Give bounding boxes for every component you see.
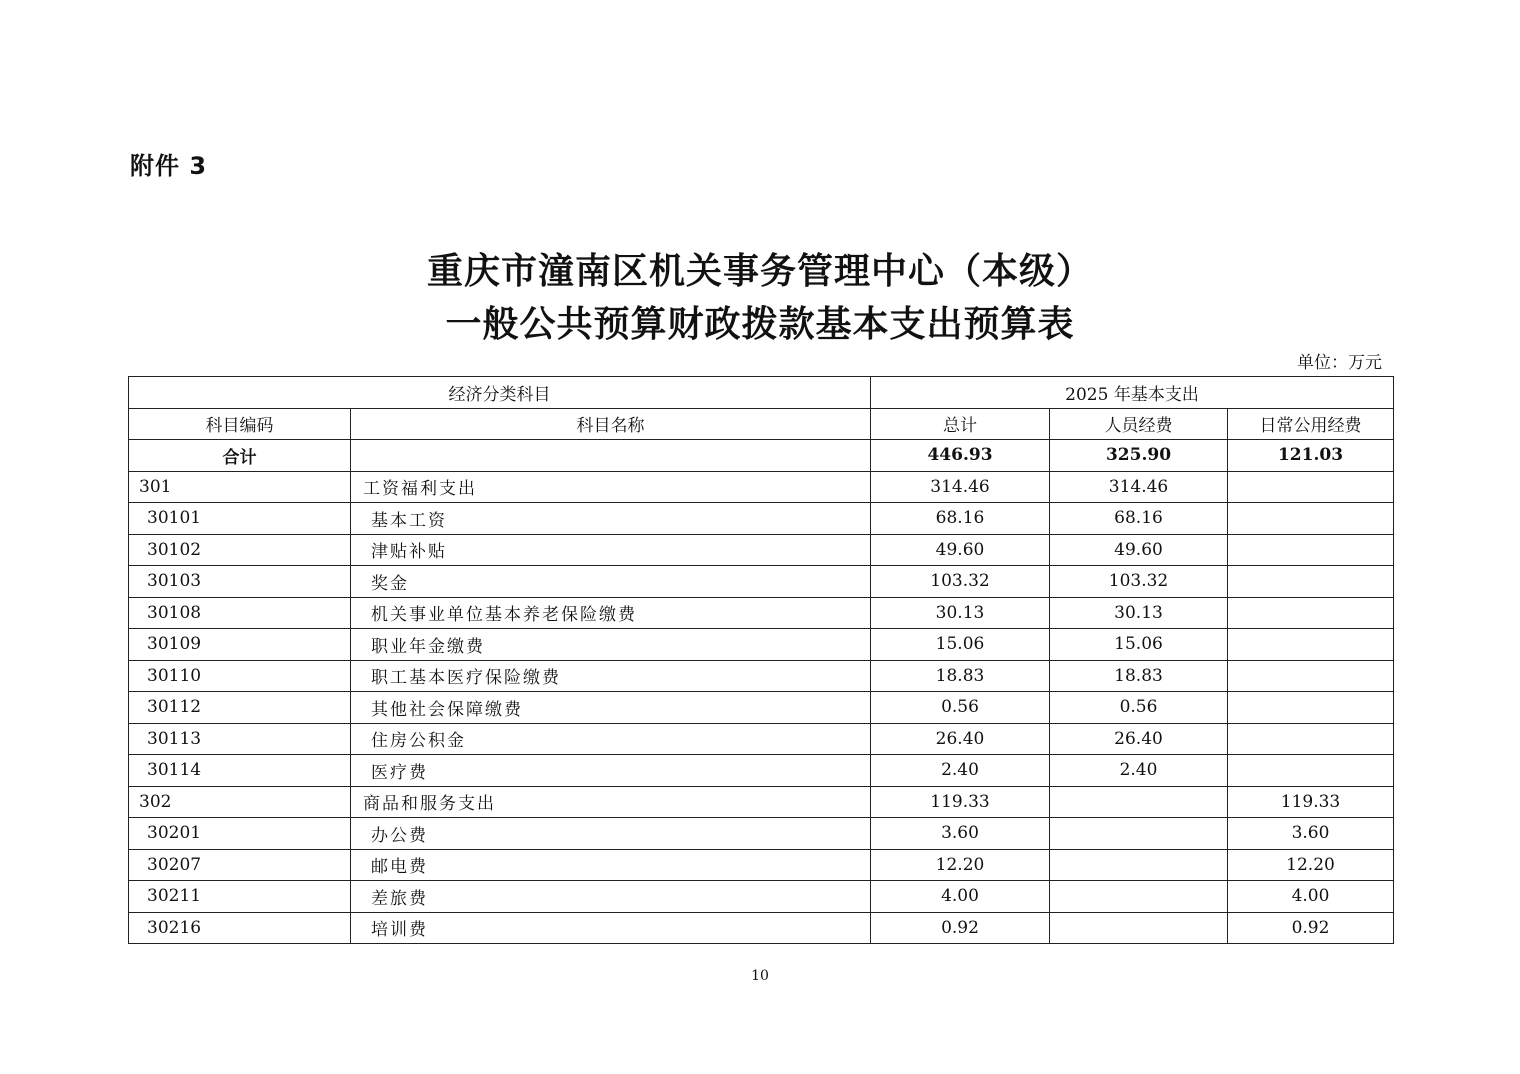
- table-group-header-row: [129, 377, 1394, 409]
- row-personnel: 2.40: [1050, 755, 1228, 787]
- total-label: 合计: [129, 440, 351, 472]
- row-code: 30109: [129, 629, 351, 661]
- header-economic-classification: 经济分类科目: [129, 377, 871, 409]
- row-code: 30114: [129, 755, 351, 787]
- row-public: 0.92: [1228, 912, 1394, 944]
- table-row: [129, 786, 1394, 818]
- row-total: 314.46: [871, 471, 1050, 503]
- row-personnel: [1050, 849, 1228, 881]
- header-name: 科目名称: [351, 408, 871, 440]
- row-public: [1228, 471, 1394, 503]
- row-total: 49.60: [871, 534, 1050, 566]
- row-total: 26.40: [871, 723, 1050, 755]
- row-public: [1228, 597, 1394, 629]
- table-column-header-row: [129, 408, 1394, 440]
- table-row: [129, 566, 1394, 598]
- table-row: [129, 818, 1394, 850]
- row-public: [1228, 534, 1394, 566]
- header-personnel: 人员经费: [1050, 408, 1228, 440]
- row-name: 办公费: [351, 818, 871, 850]
- row-personnel: 30.13: [1050, 597, 1228, 629]
- document-title-line-2: 一般公共预算财政拨款基本支出预算表: [445, 303, 1075, 345]
- row-personnel: 314.46: [1050, 471, 1228, 503]
- row-total: 4.00: [871, 881, 1050, 913]
- table-row: [129, 723, 1394, 755]
- row-name: 津贴补贴: [351, 534, 871, 566]
- row-code: 30101: [129, 503, 351, 535]
- header-basic-expenditure: 2025 年基本支出: [871, 377, 1394, 409]
- page-number: 10: [751, 968, 769, 984]
- row-code: 30113: [129, 723, 351, 755]
- row-name: 工资福利支出: [351, 471, 871, 503]
- total-personnel: 325.90: [1050, 440, 1228, 472]
- row-total: 0.92: [871, 912, 1050, 944]
- header-total: 总计: [871, 408, 1050, 440]
- row-total: 0.56: [871, 692, 1050, 724]
- row-public: 3.60: [1228, 818, 1394, 850]
- row-name: 商品和服务支出: [351, 786, 871, 818]
- row-public: [1228, 566, 1394, 598]
- row-total: 15.06: [871, 629, 1050, 661]
- row-name: 差旅费: [351, 881, 871, 913]
- budget-table: [128, 376, 1394, 944]
- unit-label: 单位：万元: [1297, 353, 1382, 373]
- row-public: 4.00: [1228, 881, 1394, 913]
- row-total: 3.60: [871, 818, 1050, 850]
- row-name: 基本工资: [351, 503, 871, 535]
- table-total-row: [129, 440, 1394, 472]
- row-public: [1228, 755, 1394, 787]
- row-name: 机关事业单位基本养老保险缴费: [351, 597, 871, 629]
- row-personnel: 0.56: [1050, 692, 1228, 724]
- row-total: 103.32: [871, 566, 1050, 598]
- row-code: 30102: [129, 534, 351, 566]
- row-code: 30112: [129, 692, 351, 724]
- total-public: 121.03: [1228, 440, 1394, 472]
- row-code: 30207: [129, 849, 351, 881]
- row-code: 30201: [129, 818, 351, 850]
- row-personnel: 103.32: [1050, 566, 1228, 598]
- row-public: 119.33: [1228, 786, 1394, 818]
- total-sum: 446.93: [871, 440, 1050, 472]
- row-name: 职工基本医疗保险缴费: [351, 660, 871, 692]
- row-personnel: 68.16: [1050, 503, 1228, 535]
- row-code: 30211: [129, 881, 351, 913]
- row-code: 302: [129, 786, 351, 818]
- row-public: [1228, 629, 1394, 661]
- row-public: [1228, 723, 1394, 755]
- table-row: [129, 471, 1394, 503]
- row-name: 医疗费: [351, 755, 871, 787]
- row-personnel: 18.83: [1050, 660, 1228, 692]
- row-name: 住房公积金: [351, 723, 871, 755]
- header-public: 日常公用经费: [1228, 408, 1394, 440]
- table-row: [129, 912, 1394, 944]
- row-personnel: [1050, 881, 1228, 913]
- row-public: [1228, 503, 1394, 535]
- table-row: [129, 503, 1394, 535]
- table-row: [129, 692, 1394, 724]
- row-code: 30108: [129, 597, 351, 629]
- row-name: 职业年金缴费: [351, 629, 871, 661]
- document-title-line-1: 重庆市潼南区机关事务管理中心（本级）: [426, 250, 1093, 292]
- row-public: [1228, 692, 1394, 724]
- header-code: 科目编码: [129, 408, 351, 440]
- row-total: 12.20: [871, 849, 1050, 881]
- table-row: [129, 534, 1394, 566]
- table-row: [129, 597, 1394, 629]
- row-personnel: 26.40: [1050, 723, 1228, 755]
- row-total: 18.83: [871, 660, 1050, 692]
- row-public: 12.20: [1228, 849, 1394, 881]
- table-row: [129, 849, 1394, 881]
- row-personnel: [1050, 818, 1228, 850]
- row-personnel: [1050, 786, 1228, 818]
- total-name-cell: [351, 440, 871, 472]
- table-row: [129, 629, 1394, 661]
- row-name: 邮电费: [351, 849, 871, 881]
- row-total: 68.16: [871, 503, 1050, 535]
- row-name: 奖金: [351, 566, 871, 598]
- attachment-label: 附件 3: [130, 152, 208, 180]
- row-total: 30.13: [871, 597, 1050, 629]
- row-code: 30103: [129, 566, 351, 598]
- row-public: [1228, 660, 1394, 692]
- row-code: 301: [129, 471, 351, 503]
- row-name: 其他社会保障缴费: [351, 692, 871, 724]
- row-personnel: 49.60: [1050, 534, 1228, 566]
- row-name: 培训费: [351, 912, 871, 944]
- table-row: [129, 881, 1394, 913]
- table-row: [129, 660, 1394, 692]
- row-personnel: 15.06: [1050, 629, 1228, 661]
- table-row: [129, 755, 1394, 787]
- row-code: 30216: [129, 912, 351, 944]
- row-total: 119.33: [871, 786, 1050, 818]
- row-personnel: [1050, 912, 1228, 944]
- row-total: 2.40: [871, 755, 1050, 787]
- row-code: 30110: [129, 660, 351, 692]
